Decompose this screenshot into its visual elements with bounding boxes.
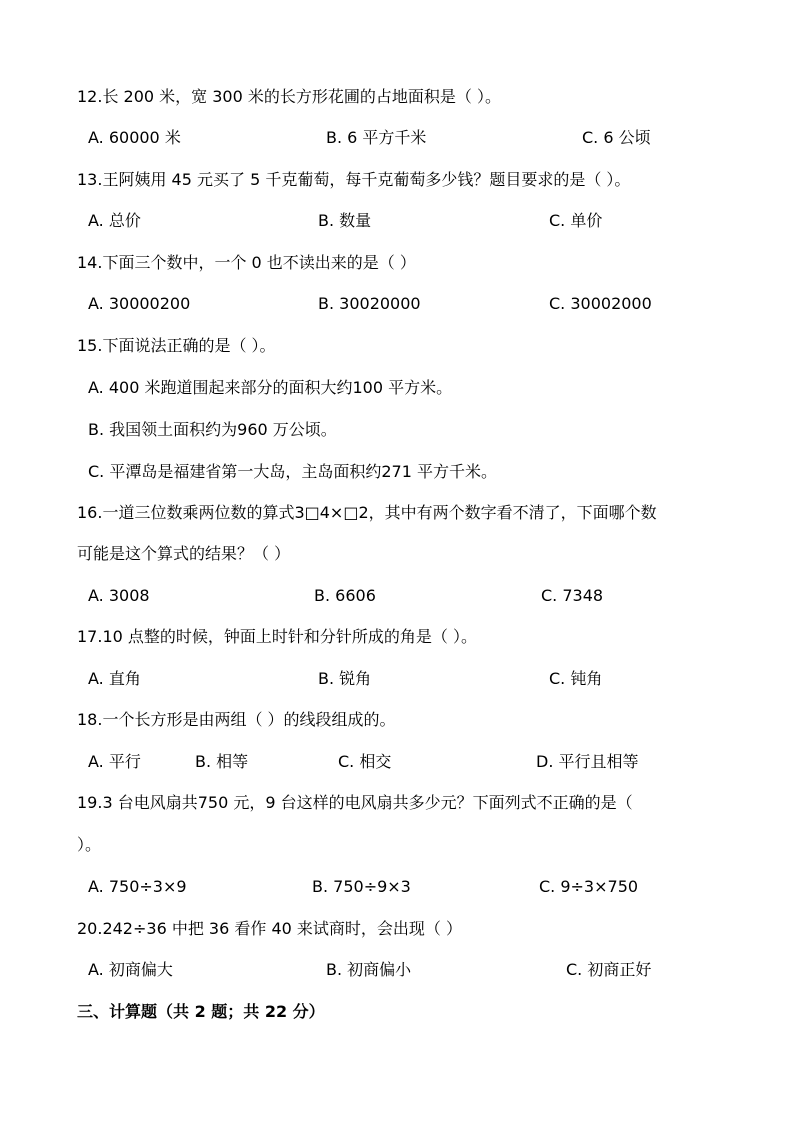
option-20-a: A. 初商偏大 bbox=[88, 960, 173, 979]
question-16-cont: 可能是这个算式的结果？（ ） bbox=[77, 544, 291, 563]
question-13: 13.王阿姨用 45 元买了 5 千克葡萄，每千克葡萄多少钱？题目要求的是（ ）。 bbox=[77, 170, 631, 189]
option-18-b: B. 相等 bbox=[195, 752, 249, 771]
option-20-c: C. 初商正好 bbox=[566, 960, 652, 979]
question-19: 19.3 台电风扇共750 元，9 台这样的电风扇共多少元？下面列式不正确的是（ bbox=[77, 793, 633, 812]
option-16-c: C. 7348 bbox=[541, 586, 604, 605]
option-15-b: B. 我国领土面积约为960 万公顷。 bbox=[88, 420, 337, 439]
option-14-b: B. 30020000 bbox=[318, 294, 421, 313]
option-18-d: D. 平行且相等 bbox=[536, 752, 639, 771]
option-17-a: A. 直角 bbox=[88, 669, 141, 688]
option-14-a: A. 30000200 bbox=[88, 294, 191, 313]
option-18-a: A. 平行 bbox=[88, 752, 141, 771]
option-13-a: A. 总价 bbox=[88, 211, 141, 230]
question-12: 12.长 200 米，宽 300 米的长方形花圃的占地面积是（ ）。 bbox=[77, 87, 501, 106]
option-17-b: B. 锐角 bbox=[318, 669, 372, 688]
option-16-b: B. 6606 bbox=[314, 586, 376, 605]
option-12-a: A. 60000 米 bbox=[88, 128, 181, 147]
option-18-c: C. 相交 bbox=[338, 752, 392, 771]
question-14: 14.下面三个数中，一个 0 也不读出来的是（ ） bbox=[77, 253, 416, 272]
option-15-c: C. 平潭岛是福建省第一大岛，主岛面积约271 平方千米。 bbox=[88, 462, 497, 481]
option-13-c: C. 单价 bbox=[549, 211, 603, 230]
option-19-c: C. 9÷3×750 bbox=[539, 877, 639, 896]
option-17-c: C. 钝角 bbox=[549, 669, 603, 688]
question-17: 17.10 点整的时候，钟面上时针和分针所成的角是（ ）。 bbox=[77, 627, 477, 646]
question-16: 16.一道三位数乘两位数的算式3□4×□2，其中有两个数字看不清了，下面哪个数 bbox=[77, 503, 657, 522]
option-14-c: C. 30002000 bbox=[549, 294, 652, 313]
question-20: 20.242÷36 中把 36 看作 40 来试商时，会出现（ ） bbox=[77, 919, 462, 938]
option-12-c: C. 6 公顷 bbox=[582, 128, 651, 147]
question-15: 15.下面说法正确的是（ ）。 bbox=[77, 336, 276, 355]
option-12-b: B. 6 平方千米 bbox=[326, 128, 427, 147]
option-19-b: B. 750÷9×3 bbox=[312, 877, 411, 896]
question-19-cont: ）。 bbox=[77, 835, 102, 854]
option-20-b: B. 初商偏小 bbox=[326, 960, 412, 979]
option-16-a: A. 3008 bbox=[88, 586, 150, 605]
option-15-a: A. 400 米跑道围起来部分的面积大约100 平方米。 bbox=[88, 378, 453, 397]
question-18: 18.一个长方形是由两组（ ）的线段组成的。 bbox=[77, 710, 396, 729]
section-title: 三、计算题（共 2 题；共 22 分） bbox=[77, 1002, 325, 1021]
option-13-b: B. 数量 bbox=[318, 211, 372, 230]
option-19-a: A. 750÷3×9 bbox=[88, 877, 187, 896]
